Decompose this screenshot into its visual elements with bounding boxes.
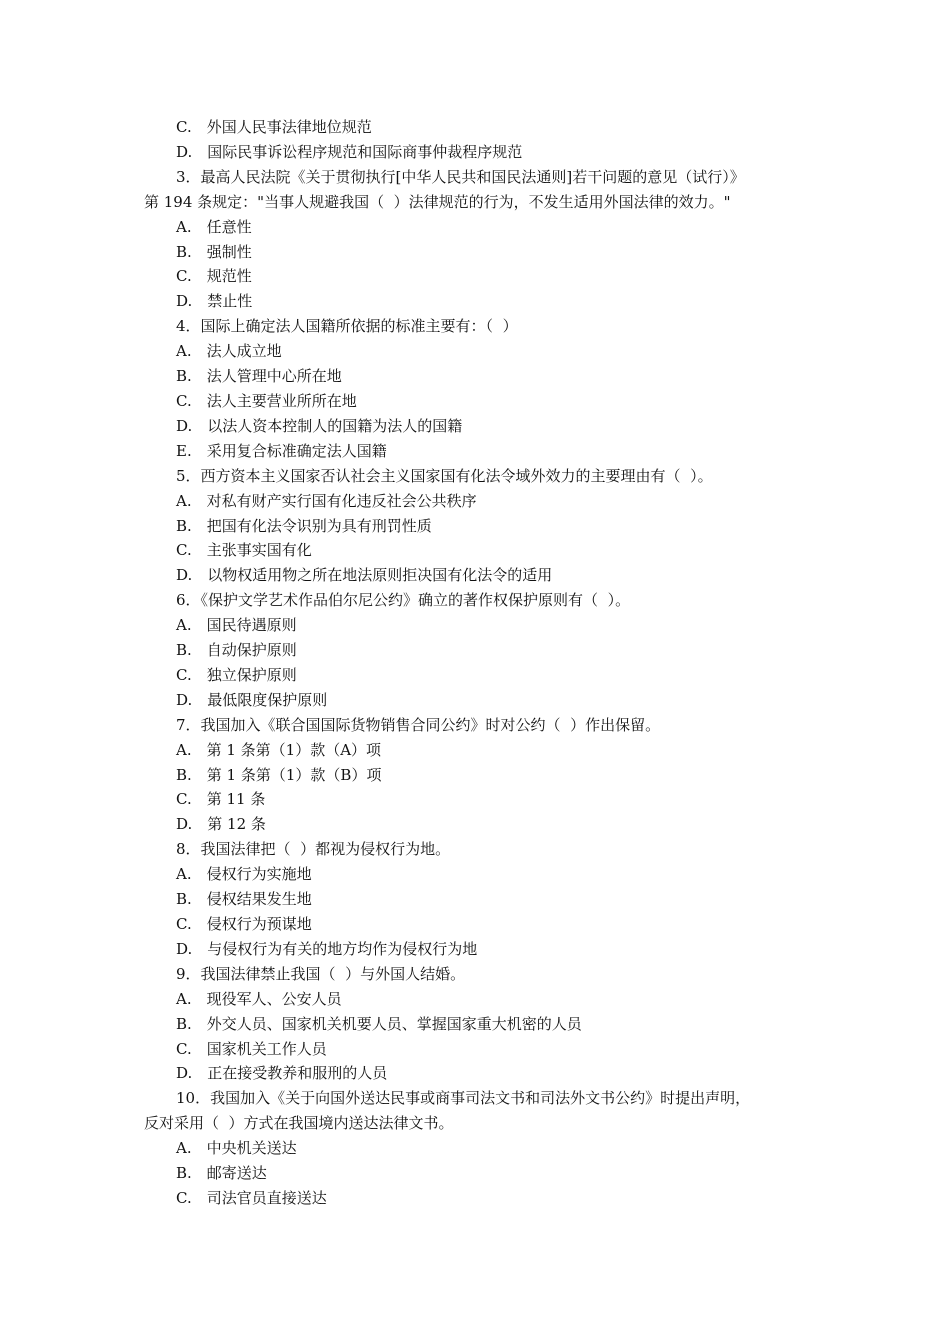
text-line: A. 法人成立地 <box>176 342 282 361</box>
text-line: B. 法人管理中心所在地 <box>176 367 342 386</box>
text-line: A. 现役军人、公安人员 <box>176 989 342 1008</box>
text-line: A. 国民待遇原则 <box>176 616 297 635</box>
text-line: 5．西方资本主义国家否认社会主义国家国有化法令域外效力的主要理由有（ ）。 <box>176 466 713 485</box>
text-line: 7．我国加入《联合国国际货物销售合同公约》时对公约（ ）作出保留。 <box>176 715 661 734</box>
text-line: B. 侵权结果发生地 <box>176 890 312 909</box>
text-line: D. 禁止性 <box>176 292 253 311</box>
text-line: D. 以物权适用物之所在地法原则拒决国有化法令的适用 <box>176 566 553 585</box>
text-line: A. 侵权行为实施地 <box>176 865 312 884</box>
text-line: A. 中央机关送达 <box>176 1139 297 1158</box>
text-line: 9．我国法律禁止我国（ ）与外国人结婚。 <box>176 964 466 983</box>
text-line: E. 采用复合标准确定法人国籍 <box>176 441 387 460</box>
text-line: 3．最高人民法院《关于贯彻执行[中华人民共和国民法通则]若干问题的意见（试行）》 <box>176 167 745 186</box>
text-line: 4．国际上确定法人国籍所依据的标准主要有：（ ） <box>176 317 518 336</box>
text-line: C. 国家机关工作人员 <box>176 1039 327 1058</box>
text-line: 10．我国加入《关于向国外送达民事或商事司法文书和司法外文书公约》时提出声明， <box>176 1089 751 1108</box>
text-line: C. 法人主要营业所所在地 <box>176 391 357 410</box>
text-line: B. 自动保护原则 <box>176 641 297 660</box>
text-line: D. 最低限度保护原则 <box>176 690 328 709</box>
text-line: 8．我国法律把（ ）都视为侵权行为地。 <box>176 840 451 859</box>
text-line: D. 第 12 条 <box>176 815 266 834</box>
text-line: D. 正在接受教养和服刑的人员 <box>176 1064 388 1083</box>
text-line: C. 司法官员直接送达 <box>176 1188 327 1207</box>
text-line: C. 第 11 条 <box>176 790 266 809</box>
document-body <box>144 115 824 1211</box>
text-line: 反对采用（ ）方式在我国境内送达法律文书。 <box>144 1114 454 1133</box>
text-line: D. 与侵权行为有关的地方均作为侵权行为地 <box>176 939 478 958</box>
text-line: C. 规范性 <box>176 267 252 286</box>
text-line: B. 外交人员、国家机关机要人员、掌握国家重大机密的人员 <box>176 1014 582 1033</box>
text-line: C. 外国人民事法律地位规范 <box>176 118 372 136</box>
text-line: B. 邮寄送达 <box>176 1164 267 1183</box>
text-line: C. 主张事实国有化 <box>176 541 312 560</box>
text-line: 6．《保护文学艺术作品伯尔尼公约》确立的著作权保护原则有（ ）。 <box>176 591 631 610</box>
text-line: A. 第 1 条第（1）款（A）项 <box>176 740 382 759</box>
text-line: B. 把国有化法令识别为具有刑罚性质 <box>176 516 432 535</box>
text-line: A. 任意性 <box>176 217 252 236</box>
text-line: D. 以法人资本控制人的国籍为法人的国籍 <box>176 416 463 435</box>
text-line: B. 第 1 条第（1）款（B）项 <box>176 765 382 784</box>
text-line: 第 194 条规定："当事人规避我国（ ）法律规范的行为，不发生适用外国法律的效力。" <box>144 192 731 211</box>
text-line: A. 对私有财产实行国有化违反社会公共秩序 <box>176 491 477 510</box>
text-line: D. 国际民事诉讼程序规范和国际商事仲裁程序规范 <box>176 142 523 161</box>
text-line: C. 独立保护原则 <box>176 665 297 684</box>
text-line: C. 侵权行为预谋地 <box>176 915 312 933</box>
text-line: B. 强制性 <box>176 242 252 261</box>
